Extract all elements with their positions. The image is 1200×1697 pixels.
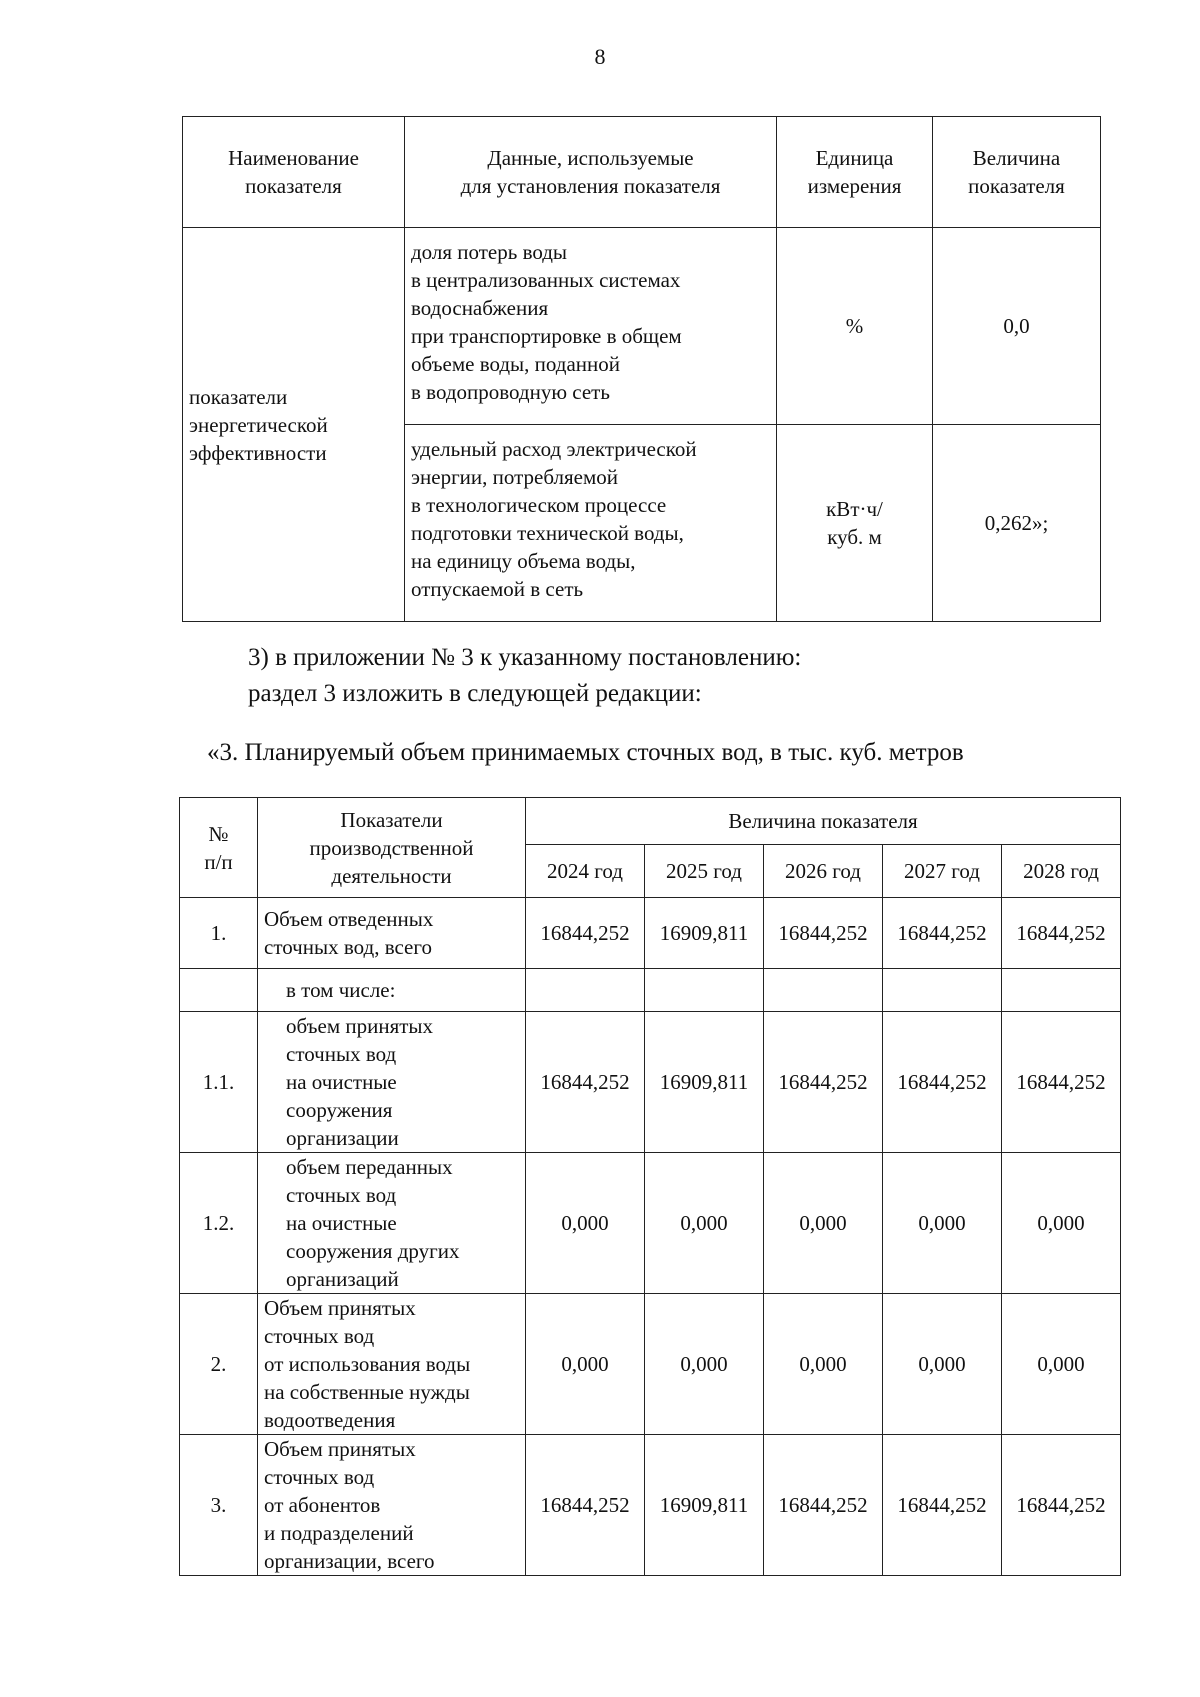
table2-cell: 0,000 — [764, 1153, 883, 1294]
table2-header-indicator-text: Показатели производственной деятельности — [309, 807, 474, 888]
table2-cell: 16844,252 — [764, 1435, 883, 1576]
table2-row-num: 1. — [180, 898, 258, 969]
table2-row-name-text: объем принятых сточных вод на очистные сооружения организации — [286, 1014, 434, 1150]
table1-row-data — [405, 228, 777, 425]
section-heading: «3. Планируемый объем принимаемых сточных вод, в тыс. куб. метров — [207, 739, 964, 766]
table2-cell: 16844,252 — [764, 1012, 883, 1153]
page-number: 8 — [594, 44, 606, 69]
table2-year-header: 2027 год — [883, 845, 1002, 898]
table1-group-name — [183, 228, 405, 622]
table1-row-unit-text: % — [845, 314, 864, 338]
table2-row-name — [258, 1153, 526, 1294]
energy-efficiency-table — [182, 116, 1101, 622]
table2-cell: 0,000 — [645, 1153, 764, 1294]
table1-header-name — [183, 117, 405, 228]
table2-year-header: 2024 год — [526, 845, 645, 898]
table1-header-data — [405, 117, 777, 228]
table2-cell: 0,000 — [883, 1153, 1002, 1294]
table1-row-data-text: доля потерь воды в централизованных системах водоснабжения при транспортировке в общем объеме воды, поданной в водопроводную сеть — [411, 240, 682, 404]
table2-header-num — [180, 798, 258, 898]
paragraph-amendment: 3) в приложении № 3 к указанному постановлению: — [248, 644, 802, 671]
table1-row-data — [405, 425, 777, 622]
table2-cell: 0,000 — [883, 1294, 1002, 1435]
table2-cell: 0,000 — [645, 1294, 764, 1435]
table2-cell: 0,000 — [526, 1153, 645, 1294]
table1-row-unit-text: кВт·ч/ куб. м — [826, 497, 883, 549]
table2-row-name-text: Объем принятых сточных вод от абонентов и подразделений организации, всего — [264, 1437, 435, 1573]
table2-cell: 16909,811 — [645, 898, 764, 969]
table2-cell: 0,000 — [764, 1294, 883, 1435]
table2-row-num: 2. — [180, 1294, 258, 1435]
table2-row-num: 3. — [180, 1435, 258, 1576]
table1-header-unit — [777, 117, 933, 228]
table2-row-num — [180, 969, 258, 1012]
table2-row-name-text: объем переданных сточных вод на очистные сооружения других организаций — [286, 1155, 460, 1291]
table1-header-data-text: Данные, используемые для установления показателя — [460, 146, 721, 198]
table2-cell: 16909,811 — [645, 1012, 764, 1153]
table2-cell — [883, 969, 1002, 1012]
table2-row — [180, 1012, 1121, 1153]
table1-row-value-text: 0,262»; — [984, 511, 1049, 535]
table2-row-name — [258, 1012, 526, 1153]
table2-cell — [1002, 969, 1121, 1012]
table1-row-data-text: удельный расход электрической энергии, потребляемой в технологическом процессе подготовки технической воды, на единицу объема воды, отпускаемой в сеть — [411, 437, 697, 601]
table2-cell: 16844,252 — [526, 1012, 645, 1153]
table2-cell: 16909,811 — [645, 1435, 764, 1576]
table2-cell: 16844,252 — [1002, 1012, 1121, 1153]
table2-row-num: 1.1. — [180, 1012, 258, 1153]
table2-header-indicator — [258, 798, 526, 898]
table1-header-row — [183, 117, 1101, 228]
table2-cell: 0,000 — [1002, 1294, 1121, 1435]
table1-row-unit — [777, 425, 933, 622]
table2-cell: 16844,252 — [1002, 1435, 1121, 1576]
table2-row-num: 1.2. — [180, 1153, 258, 1294]
table2-year-header: 2028 год — [1002, 845, 1121, 898]
table2-cell — [526, 969, 645, 1012]
table2-row-name-text: Объем отведенных сточных вод, всего — [264, 907, 434, 959]
table2-header-num-text: № п/п — [204, 821, 233, 874]
table1-group-name-text: показатели энергетической эффективности — [189, 384, 328, 465]
table2-header-row — [180, 798, 1121, 845]
table2-row-name — [258, 1435, 526, 1576]
table2-cell: 16844,252 — [764, 898, 883, 969]
table2-row-name — [258, 1294, 526, 1435]
table1-row-value-text: 0,0 — [1003, 314, 1030, 338]
table1-row-value — [933, 228, 1101, 425]
table2-cell — [645, 969, 764, 1012]
table2-cell: 16844,252 — [526, 1435, 645, 1576]
table2-year-header: 2025 год — [645, 845, 764, 898]
table2-row — [180, 1435, 1121, 1576]
wastewater-volume-table — [179, 797, 1121, 1576]
table2-row-name-text: Объем принятых сточных вод от использования воды на собственные нужды водоотведения — [264, 1296, 471, 1432]
table2-row-name — [258, 898, 526, 969]
table2-cell: 0,000 — [526, 1294, 645, 1435]
table2-cell: 16844,252 — [883, 1435, 1002, 1576]
table2-row — [180, 898, 1121, 969]
paragraph-instruction: раздел 3 изложить в следующей редакции: — [248, 680, 702, 707]
table1-row — [183, 228, 1101, 425]
table2-row-name: в том числе: — [258, 969, 526, 1012]
table2-cell — [764, 969, 883, 1012]
table2-cell: 0,000 — [1002, 1153, 1121, 1294]
table2-row — [180, 1153, 1121, 1294]
table2-cell: 16844,252 — [526, 898, 645, 969]
table2-year-header: 2026 год — [764, 845, 883, 898]
table1-header-unit-text: Единица измерения — [807, 146, 902, 198]
table2-cell: 16844,252 — [883, 898, 1002, 969]
table2-header-value: Величина показателя — [526, 798, 1121, 845]
table1-row-unit — [777, 228, 933, 425]
table2-row — [180, 1294, 1121, 1435]
table2-cell: 16844,252 — [1002, 898, 1121, 969]
table1-row-value — [933, 425, 1101, 622]
table2-row — [180, 969, 1121, 1012]
table1-header-value — [933, 117, 1101, 228]
table2-cell: 16844,252 — [883, 1012, 1002, 1153]
table1-header-name-text: Наименование показателя — [228, 146, 359, 198]
table1-header-value-text: Величина показателя — [968, 146, 1065, 198]
